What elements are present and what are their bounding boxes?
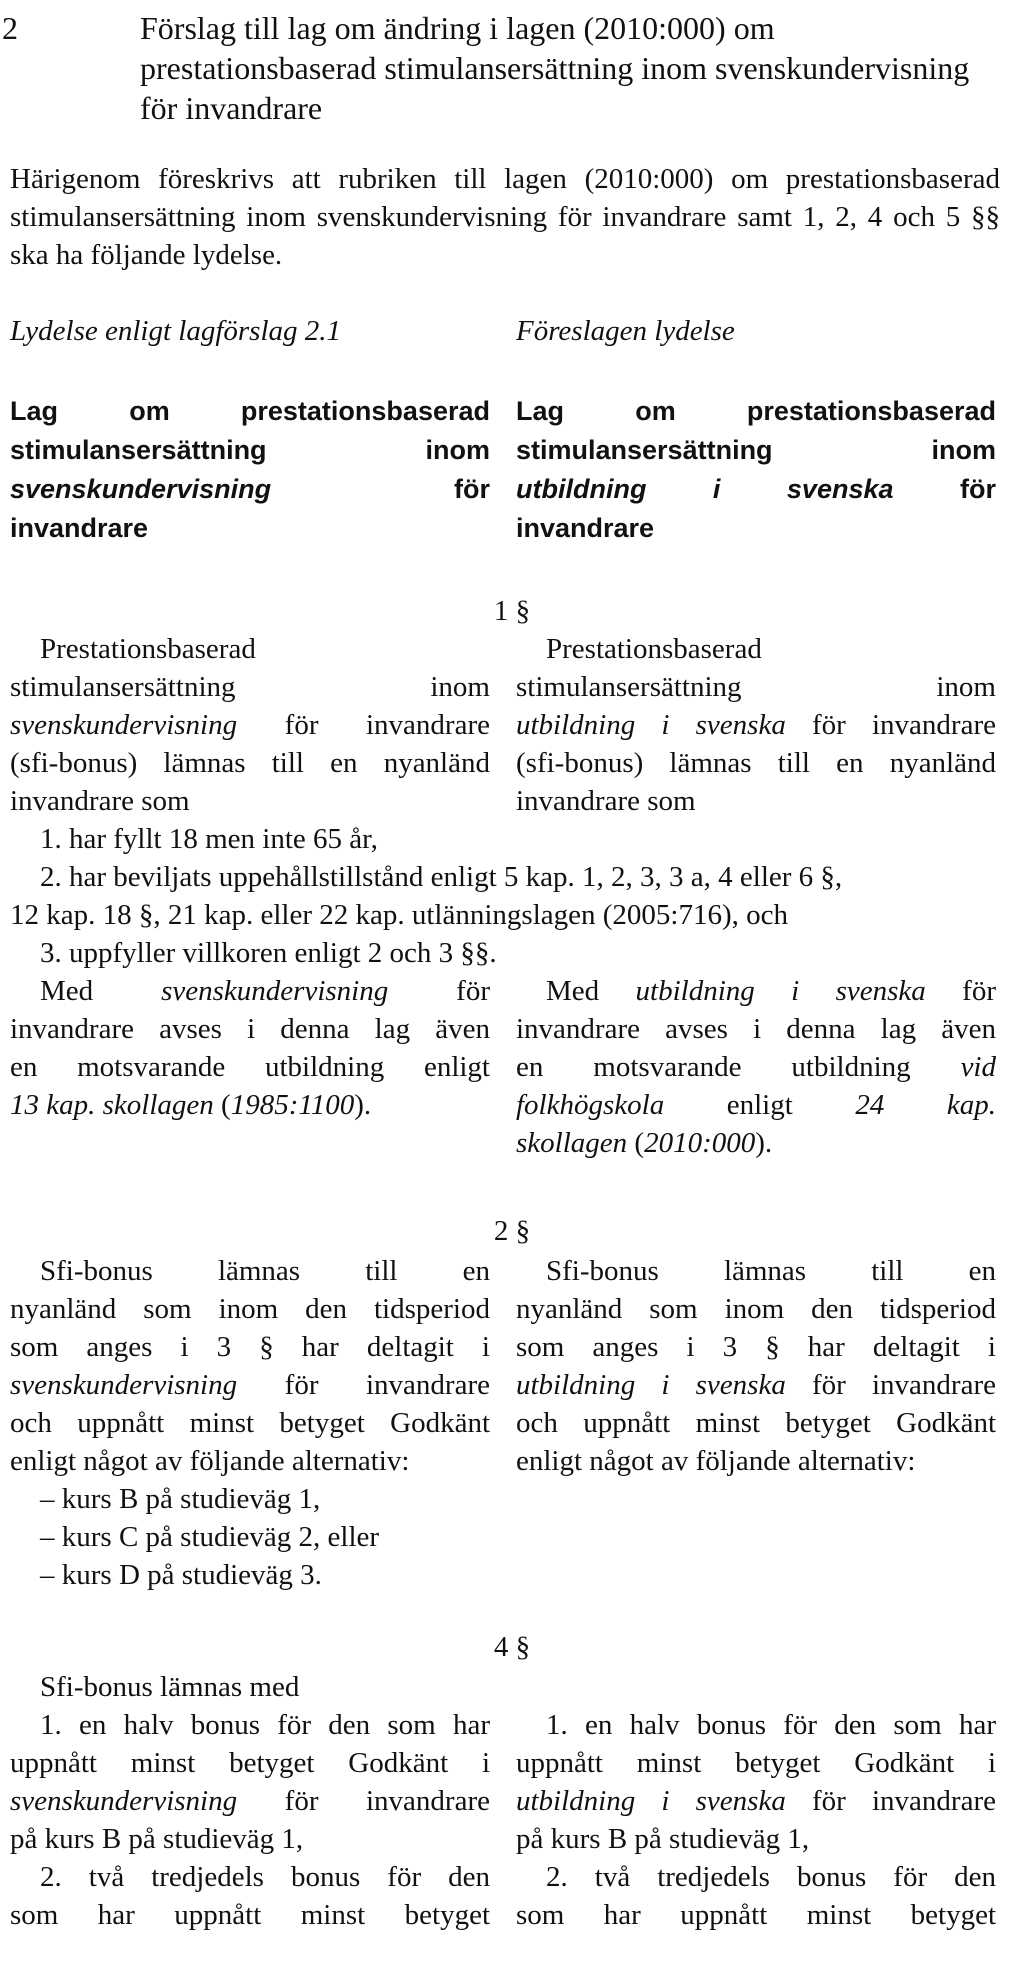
- section-1-point-3: 3. uppfyller villkoren enligt 2 och 3 §§.: [40, 937, 497, 969]
- intro-paragraph: Härigenom föreskrivs att rubriken till lagen (2010:000) om prestationsbaserad stimulansersättning inom svenskundervisning för invandrare samt 1, 2, 4 och 5 §§ ska ha följande lydelse.: [10, 163, 1000, 271]
- section-1-point-2: 2. har beviljats uppehållstillstånd enligt 5 kap. 1, 2, 3, 3 a, 4 eller 6 §,: [40, 861, 843, 893]
- section-1-mark: 1 §: [493, 595, 531, 627]
- section-4-proposed-text: 1. en halv bonus för den som har uppnått minst betyget Godkänt i utbildning i svenska för invandrare på kurs B på studieväg 1, 2. två tredjedels bonus för den som har uppnått minst betyget: [516, 1709, 996, 1931]
- section-4-mark: 4 §: [493, 1631, 531, 1663]
- law-title-line: invandrare: [516, 513, 655, 543]
- law-title-current: [10, 392, 490, 548]
- section-1-proposed-text: Prestationsbaserad stimulansersättning inom utbildning i svenska för invandrare (sfi-bonus) lämnas till en nyanländ invandrare som: [516, 633, 996, 817]
- law-title-line: stimulansersättning inom: [516, 435, 996, 465]
- section-1-proposed-definition: Med utbildning i svenska för invandrare avses i denna lag även en motsvarande utbildning vid folkhögskola enligt 24 kap. skollagen (2010:000).: [516, 975, 997, 1159]
- list-item: – kurs D på studieväg 3.: [40, 1559, 322, 1591]
- law-title-proposed: [516, 392, 996, 548]
- section-1-current-text: Prestationsbaserad stimulansersättning inom svenskundervisning för invandrare (sfi-bonus) lämnas till en nyanländ invandrare som: [10, 633, 490, 817]
- law-title-line: invandrare: [10, 513, 149, 543]
- section-4-current-text: 1. en halv bonus för den som har uppnått minst betyget Godkänt i svenskundervisning för invandrare på kurs B på studieväg 1, 2. två tredjedels bonus för den som har uppnått minst betyget: [10, 1709, 490, 1931]
- right-column-header: Föreslagen lydelse: [516, 315, 735, 347]
- law-title-line: svenskundervisning för: [10, 474, 490, 504]
- law-title-line: stimulansersättning inom: [10, 435, 490, 465]
- left-column-header: Lydelse enligt lagförslag 2.1: [10, 315, 342, 347]
- section-4-intro: Sfi-bonus lämnas med: [40, 1671, 300, 1703]
- list-item: – kurs B på studieväg 1,: [40, 1483, 321, 1515]
- law-title-line: Lag om prestationsbaserad: [10, 396, 490, 426]
- section-1-point-1: 1. har fyllt 18 men inte 65 år,: [40, 823, 378, 855]
- law-proposal-heading: Förslag till lag om ändring i lagen (2010:000) om prestationsbaserad stimulansersättning inom svenskundervisning för invandrare: [140, 10, 970, 126]
- section-2-mark: 2 §: [493, 1215, 531, 1247]
- law-title-line: utbildning i svenska för: [516, 474, 996, 504]
- list-item: – kurs C på studieväg 2, eller: [40, 1521, 380, 1553]
- section-2-proposed-text: Sfi-bonus lämnas till en nyanländ som inom den tidsperiod som anges i 3 § har deltagit i utbildning i svenska för invandrare och uppnått minst betyget Godkänt enligt något av följande alternativ:: [516, 1255, 996, 1477]
- section-2-current-text: Sfi-bonus lämnas till en nyanländ som inom den tidsperiod som anges i 3 § har deltagit i svenskundervisning för invandrare och uppnått minst betyget Godkänt enligt något av följande alternativ: – kurs B på studieväg 1, – kurs C på studieväg 2, eller – kurs D på studieväg 3.: [10, 1252, 490, 1594]
- page-number: 2: [2, 10, 18, 46]
- section-1-point-2-cont: 12 kap. 18 §, 21 kap. eller 22 kap. utlänningslagen (2005:716), och: [10, 899, 789, 931]
- law-title-line: Lag om prestationsbaserad: [516, 396, 996, 426]
- section-1-current-definition: Med svenskundervisning för invandrare avses i denna lag även en motsvarande utbildning enligt 13 kap. skollagen (1985:1100).: [10, 975, 490, 1121]
